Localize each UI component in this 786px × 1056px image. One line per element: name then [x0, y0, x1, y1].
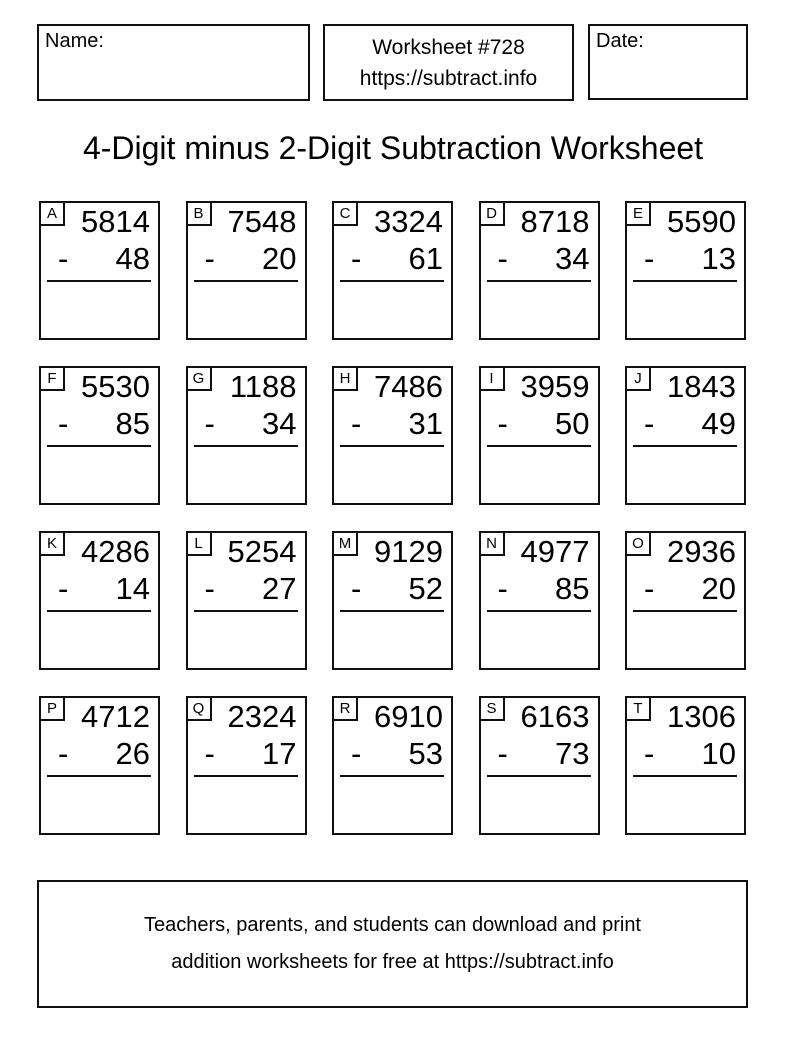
minuend: 7548 [227, 204, 297, 239]
problem-card-O [625, 531, 746, 670]
subtrahend-row [627, 240, 744, 277]
problem-letter: L [188, 533, 212, 556]
minuend: 3959 [520, 369, 590, 404]
minus-operator: - [204, 406, 215, 441]
subtrahend-row [627, 735, 744, 772]
problem-letter: P [41, 698, 65, 721]
minus-operator: - [644, 571, 655, 606]
problem-card-B [186, 201, 307, 340]
problem-letter: S [481, 698, 505, 721]
subtrahend-row [334, 570, 451, 607]
minuend: 1188 [229, 369, 297, 404]
problem-card-G [186, 366, 307, 505]
answer-space [41, 447, 158, 503]
page-title: 4-Digit minus 2-Digit Subtraction Worksheet [82, 130, 704, 166]
subtrahend: 73 [555, 736, 590, 771]
answer-space [188, 282, 305, 338]
problem-letter: E [627, 203, 651, 226]
minus-operator: - [58, 736, 69, 771]
answer-space [481, 447, 598, 503]
minus-operator: - [351, 736, 362, 771]
problem-card-P [39, 696, 160, 835]
minus-operator: - [644, 241, 655, 276]
answer-space [334, 612, 451, 668]
worksheet-url: https://subtract.info [359, 66, 538, 90]
problem-card-E [625, 201, 746, 340]
minuend: 4977 [520, 534, 590, 569]
subtrahend: 20 [262, 241, 297, 276]
answer-space [627, 282, 744, 338]
problem-letter: G [188, 368, 212, 391]
problem-card-S [479, 696, 600, 835]
subtrahend-row [188, 240, 305, 277]
subtrahend-row [627, 570, 744, 607]
problem-letter: A [41, 203, 65, 226]
subtrahend-row [334, 405, 451, 442]
problem-letter: I [481, 368, 505, 391]
answer-space [627, 447, 744, 503]
minus-operator: - [204, 571, 215, 606]
problem-card-M [332, 531, 453, 670]
subtrahend: 26 [115, 736, 150, 771]
problem-letter: K [41, 533, 65, 556]
problem-card-J [625, 366, 746, 505]
problem-card-C [332, 201, 453, 340]
minus-operator: - [204, 241, 215, 276]
answer-space [188, 447, 305, 503]
answer-space [481, 282, 598, 338]
minuend: 2324 [227, 699, 297, 734]
minus-operator: - [58, 241, 69, 276]
minus-operator: - [644, 736, 655, 771]
problems-grid [39, 201, 746, 835]
problem-letter: C [334, 203, 358, 226]
subtrahend: 17 [262, 736, 297, 771]
problem-card-I [479, 366, 600, 505]
footer-line-2: addition worksheets for free at https://subtract.info [171, 951, 614, 973]
subtrahend-row [188, 570, 305, 607]
subtrahend-row [41, 735, 158, 772]
problem-letter: B [188, 203, 212, 226]
problem-card-R [332, 696, 453, 835]
answer-space [334, 282, 451, 338]
minuend: 3324 [374, 204, 443, 239]
answer-space [481, 777, 598, 833]
subtrahend: 14 [115, 571, 150, 606]
subtrahend-row [188, 735, 305, 772]
subtrahend: 20 [701, 571, 736, 606]
minus-operator: - [497, 241, 508, 276]
problem-letter: N [481, 533, 505, 556]
subtrahend-row [188, 405, 305, 442]
minus-operator: - [497, 736, 508, 771]
subtrahend-row [334, 240, 451, 277]
problem-card-Q [186, 696, 307, 835]
minuend: 5254 [227, 534, 297, 569]
problem-card-K [39, 531, 160, 670]
minus-operator: - [351, 241, 362, 276]
answer-space [334, 447, 451, 503]
worksheet-number: Worksheet #728 [372, 35, 525, 59]
minuend: 7486 [374, 369, 443, 404]
minuend: 1306 [667, 699, 736, 734]
subtrahend: 31 [408, 406, 443, 441]
answer-space [188, 612, 305, 668]
problem-letter: Q [188, 698, 212, 721]
minus-operator: - [58, 406, 69, 441]
subtrahend: 50 [555, 406, 590, 441]
problem-letter: M [334, 533, 358, 556]
name-field-box [37, 24, 310, 101]
minus-operator: - [351, 571, 362, 606]
minuend: 5814 [81, 204, 150, 239]
subtrahend: 52 [408, 571, 443, 606]
minuend: 8718 [520, 204, 590, 239]
minus-operator: - [351, 406, 362, 441]
subtrahend-row [334, 735, 451, 772]
minuend: 9129 [374, 534, 443, 569]
answer-space [627, 612, 744, 668]
problem-card-N [479, 531, 600, 670]
problem-letter: J [627, 368, 651, 391]
minuend: 6163 [520, 699, 590, 734]
date-field-box [588, 24, 748, 100]
problem-card-T [625, 696, 746, 835]
footer-note-box [37, 880, 748, 1008]
problem-card-D [479, 201, 600, 340]
footer-line-1: Teachers, parents, and students can download and print [144, 914, 641, 936]
subtrahend: 34 [555, 241, 590, 276]
subtrahend-row [41, 405, 158, 442]
subtrahend-row [41, 570, 158, 607]
subtrahend: 34 [262, 406, 297, 441]
problem-letter: T [627, 698, 651, 721]
answer-space [41, 777, 158, 833]
subtrahend: 85 [115, 406, 150, 441]
problem-letter: R [334, 698, 358, 721]
subtrahend: 85 [555, 571, 590, 606]
minus-operator: - [204, 736, 215, 771]
subtrahend: 49 [701, 406, 736, 441]
problem-card-A [39, 201, 160, 340]
answer-space [41, 612, 158, 668]
problem-card-H [332, 366, 453, 505]
minuend: 5530 [81, 369, 150, 404]
subtrahend-row [481, 240, 598, 277]
problem-letter: H [334, 368, 358, 391]
minuend: 4286 [81, 534, 150, 569]
problem-letter: O [627, 533, 651, 556]
subtrahend: 61 [408, 241, 443, 276]
subtrahend: 27 [262, 571, 297, 606]
subtrahend: 10 [701, 736, 736, 771]
problem-letter: D [481, 203, 505, 226]
answer-space [627, 777, 744, 833]
answer-space [41, 282, 158, 338]
problem-card-L [186, 531, 307, 670]
date-label: Date: [596, 30, 644, 52]
subtrahend-row [627, 405, 744, 442]
subtrahend-row [481, 405, 598, 442]
minuend: 2936 [667, 534, 736, 569]
subtrahend-row [41, 240, 158, 277]
answer-space [481, 612, 598, 668]
answer-space [188, 777, 305, 833]
minuend: 6910 [374, 699, 443, 734]
worksheet-info-box [323, 24, 574, 101]
minuend: 4712 [81, 699, 150, 734]
problem-letter: F [41, 368, 65, 391]
minus-operator: - [58, 571, 69, 606]
minus-operator: - [497, 571, 508, 606]
subtrahend: 53 [408, 736, 443, 771]
minuend: 1843 [667, 369, 736, 404]
subtrahend-row [481, 735, 598, 772]
minus-operator: - [497, 406, 508, 441]
name-label: Name: [45, 30, 104, 52]
minus-operator: - [644, 406, 655, 441]
answer-space [334, 777, 451, 833]
subtrahend-row [481, 570, 598, 607]
subtrahend: 48 [115, 241, 150, 276]
problem-card-F [39, 366, 160, 505]
subtrahend: 13 [701, 241, 736, 276]
minuend: 5590 [667, 204, 736, 239]
